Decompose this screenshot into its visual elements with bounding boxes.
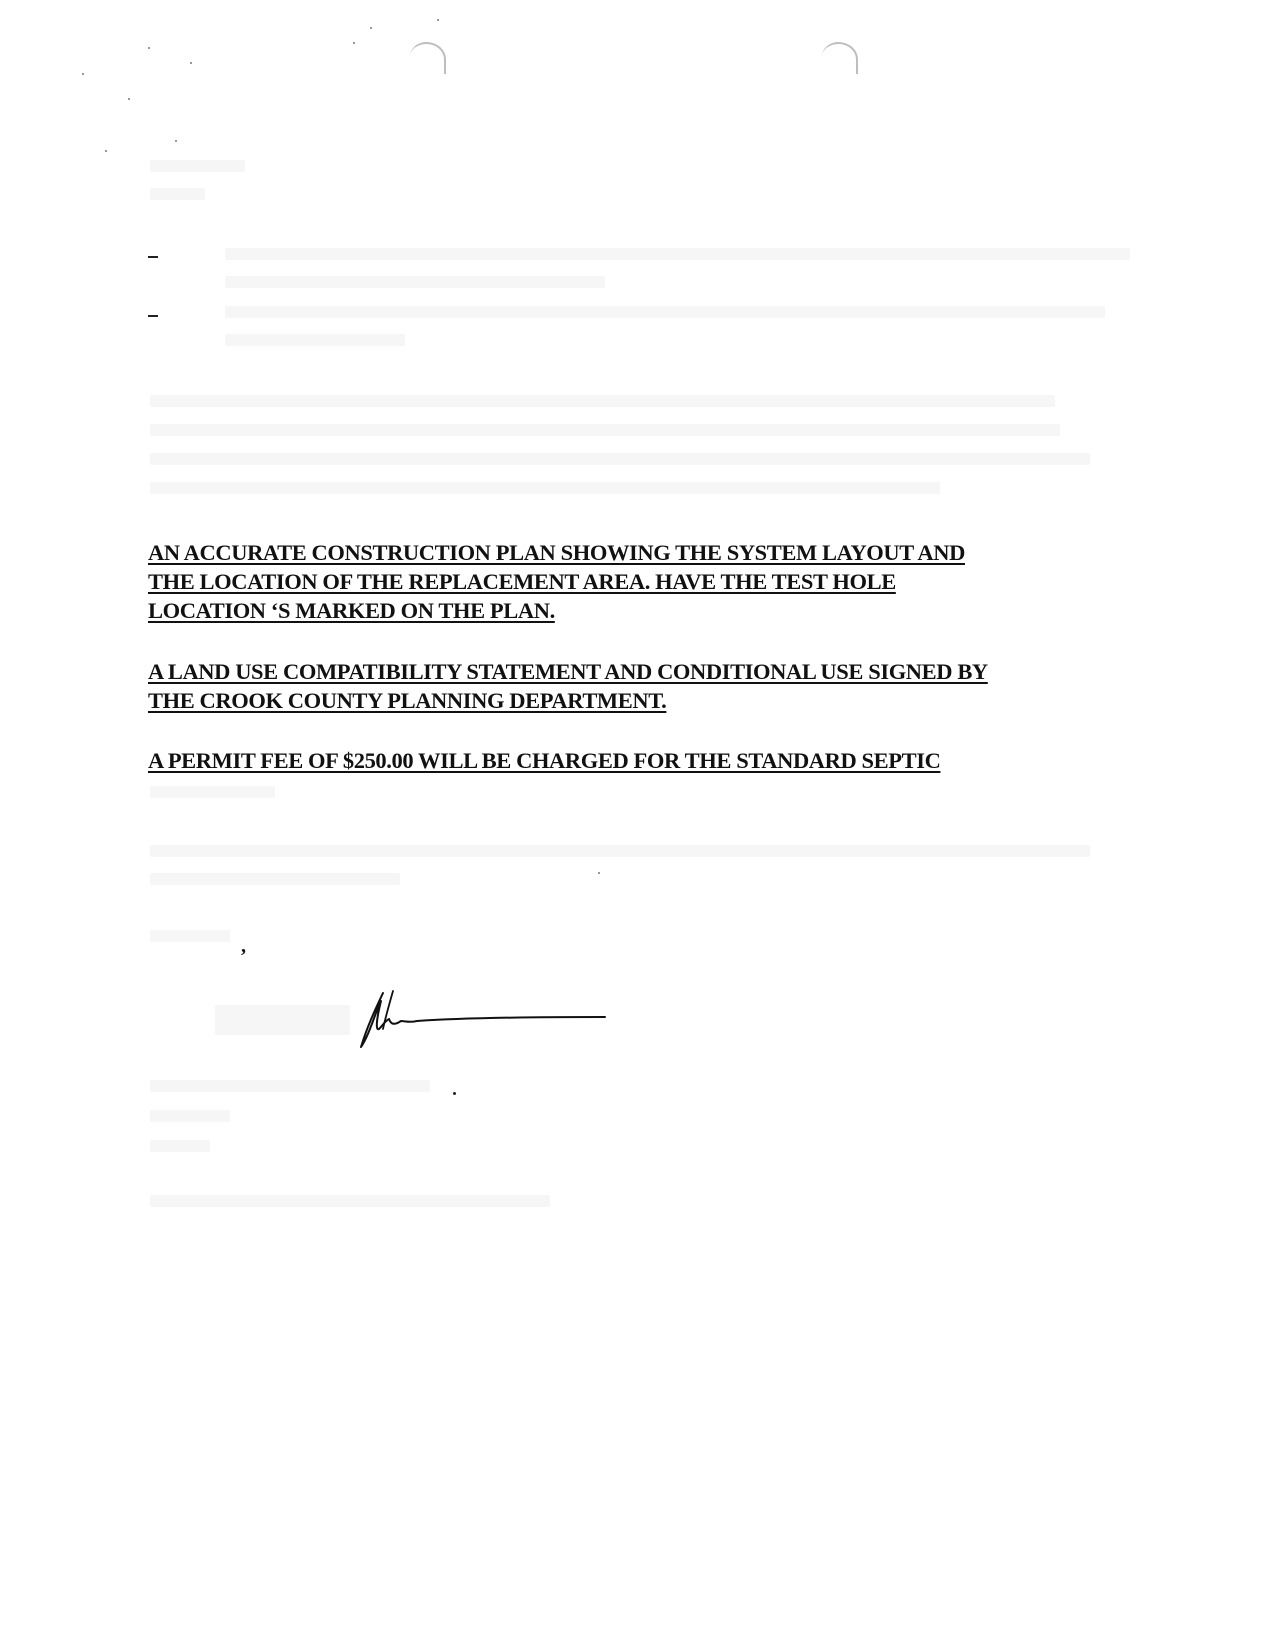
faded-text-line xyxy=(150,786,275,798)
signature xyxy=(355,985,615,1055)
faded-text-line xyxy=(225,334,405,346)
paragraph-line: AN ACCURATE CONSTRUCTION PLAN SHOWING THE SYSTEM LAYOUT AND xyxy=(148,540,965,565)
faded-text-line xyxy=(150,930,230,942)
faded-text-line xyxy=(150,1195,550,1207)
faded-text-line xyxy=(150,453,1090,465)
punch-hole-left xyxy=(410,42,446,74)
scan-speck xyxy=(190,62,192,64)
scan-speck xyxy=(128,98,130,100)
scan-speck xyxy=(598,872,600,874)
list-bullet-dash xyxy=(148,315,158,317)
paragraph-line: THE LOCATION OF THE REPLACEMENT AREA. HAVE THE TEST HOLE xyxy=(148,569,896,594)
faded-text-line xyxy=(150,845,1090,857)
paragraph-line: A LAND USE COMPATIBILITY STATEMENT AND CONDITIONAL USE SIGNED BY xyxy=(148,659,988,684)
scan-speck xyxy=(437,19,439,21)
list-bullet-dash xyxy=(148,256,158,258)
faded-text-line xyxy=(225,276,605,288)
faded-signature-trace xyxy=(215,1005,350,1035)
paragraph-line: A PERMIT FEE OF $250.00 WILL BE CHARGED FOR THE STANDARD SEPTIC xyxy=(148,748,941,773)
paragraph-line: LOCATION ‘S MARKED ON THE PLAN. xyxy=(148,598,555,623)
faded-text-line xyxy=(150,395,1055,407)
scan-speck xyxy=(105,150,107,152)
scan-speck xyxy=(353,42,355,44)
scan-speck xyxy=(453,1092,456,1095)
punch-hole-right xyxy=(822,42,858,74)
faded-text-line xyxy=(150,188,205,200)
closing-comma: , xyxy=(241,935,246,957)
land-use-paragraph xyxy=(148,657,988,715)
scan-speck xyxy=(175,140,177,142)
scan-speck xyxy=(370,27,372,29)
faded-text-line xyxy=(150,873,400,885)
faded-text-line xyxy=(150,424,1060,436)
scan-speck xyxy=(82,73,84,75)
faded-text-line xyxy=(150,1140,210,1152)
faded-text-line xyxy=(150,1080,430,1092)
faded-text-line xyxy=(225,248,1130,260)
paragraph-line: THE CROOK COUNTY PLANNING DEPARTMENT. xyxy=(148,688,667,713)
faded-text-line xyxy=(225,306,1105,318)
faded-text-line xyxy=(150,482,940,494)
faded-text-line xyxy=(150,1110,230,1122)
permit-fee-paragraph xyxy=(148,746,940,775)
construction-plan-paragraph xyxy=(148,538,965,625)
faded-text-line xyxy=(150,160,245,172)
scan-speck xyxy=(148,47,150,49)
